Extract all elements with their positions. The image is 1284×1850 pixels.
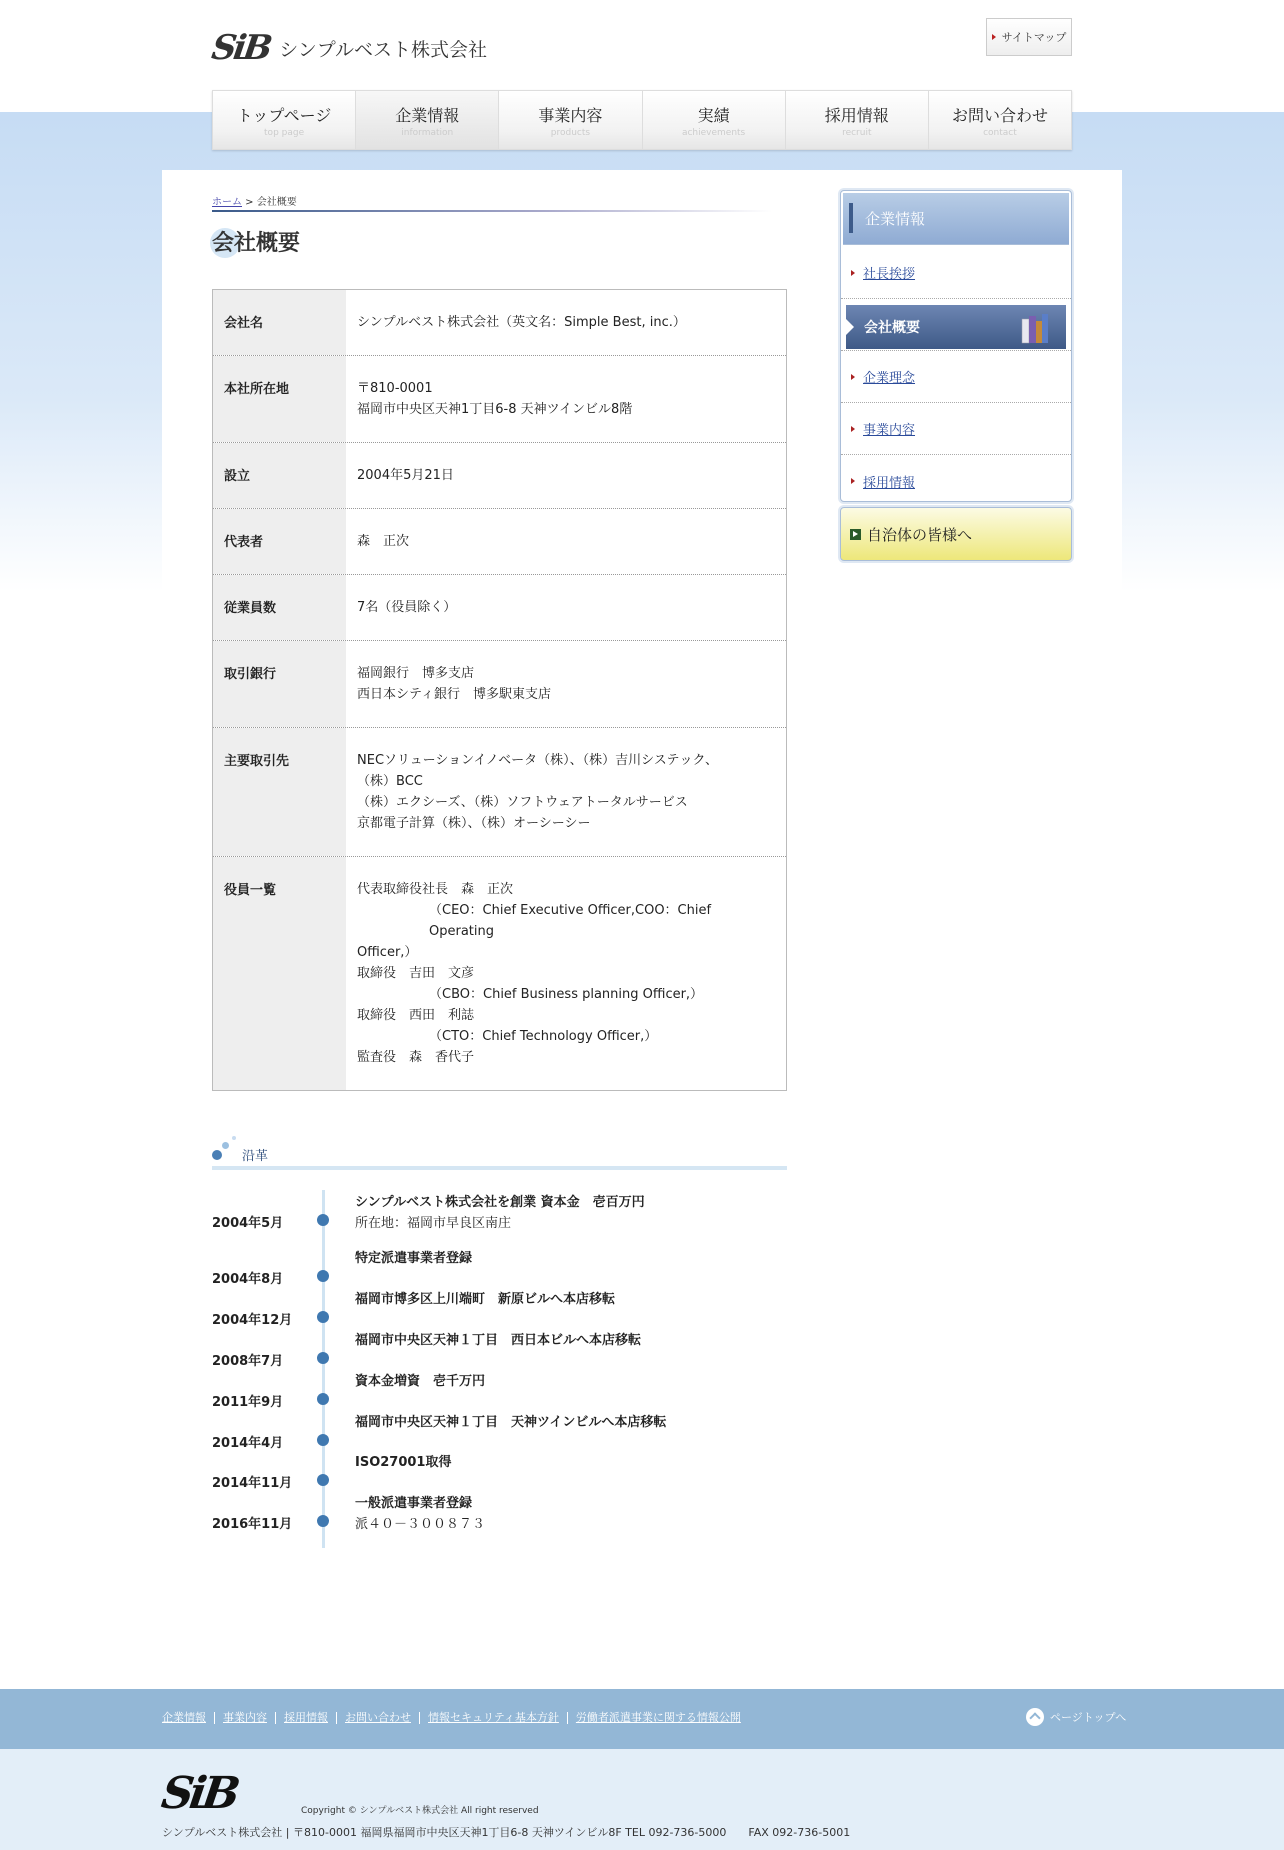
chevron-up-icon	[1026, 1708, 1044, 1726]
value-line: 〒810-0001	[357, 381, 433, 396]
copyright-text: Copyright © シンプルベスト株式会社 All right reserved	[301, 1806, 539, 1816]
value-line: 西日本シティ銀行 博多駅東支店	[357, 687, 551, 702]
timeline-date: 2004年12月	[212, 1313, 293, 1328]
nav-item-information[interactable]	[356, 91, 499, 149]
history-divider	[212, 1166, 787, 1170]
table-row	[213, 509, 786, 575]
value-line: （株）BCC	[357, 774, 423, 789]
breadcrumb-home-link[interactable]: ホーム	[212, 197, 242, 208]
logo-mark: SiB	[209, 28, 273, 68]
value-line: 2004年5月21日	[357, 468, 454, 483]
value-line: 代表取締役社長 森 正次	[357, 882, 514, 897]
nav-sublabel: top page	[264, 127, 305, 138]
sidebar-item-greeting[interactable]: 社長挨拶	[841, 247, 1071, 299]
value-line: 京都電子計算（株）、（株）オーシーシー	[357, 816, 591, 831]
value-line: （CBO：Chief Business planning Officer,）	[429, 987, 704, 1002]
row-value	[346, 290, 786, 355]
row-label: 設立	[213, 443, 346, 508]
history-decoration-dot	[232, 1136, 236, 1140]
nav-label: 採用情報	[824, 105, 889, 125]
nav-label: 企業情報	[395, 105, 460, 125]
page-title: 会社概要	[212, 231, 301, 256]
row-label: 主要取引先	[213, 728, 346, 856]
value-line: （CTO：Chief Technology Officer,）	[429, 1029, 658, 1044]
nav-sublabel: achievements	[681, 127, 746, 138]
books-icon	[1020, 311, 1052, 345]
row-label: 会社名	[213, 290, 346, 355]
footer-address: シンプルベスト株式会社 | 〒810-0001 福岡県福岡市中央区天神1丁目6-8 天神ツインビル8F TEL 092-736-5000 FAX 092-736-5001	[162, 1826, 851, 1839]
footer-link-contact[interactable]: お問い合わせ	[336, 1712, 419, 1724]
nav-item-top[interactable]	[213, 91, 356, 149]
nav-label: 事業内容	[538, 105, 603, 125]
value-line: 福岡銀行 博多支店	[357, 666, 475, 681]
timeline-event: 特定派遣事業者登録	[355, 1251, 473, 1266]
row-label: 本社所在地	[213, 356, 346, 442]
nav-item-products[interactable]	[499, 91, 642, 149]
timeline-dot	[317, 1393, 329, 1405]
sidebar-item-label: 会社概要	[864, 320, 920, 336]
value-line: 森 正次	[357, 534, 410, 549]
timeline-date: 2014年4月	[212, 1436, 284, 1451]
footer-links	[162, 1712, 749, 1724]
footer-link-recruit[interactable]: 採用情報	[275, 1712, 336, 1724]
timeline-event: 一般派遣事業者登録	[355, 1496, 473, 1511]
value-line: シンプルベスト株式会社（英文名：Simple Best, inc.）	[357, 315, 686, 330]
row-value	[346, 641, 786, 727]
arrow-icon	[850, 529, 861, 540]
timeline-dot	[317, 1515, 329, 1527]
breadcrumb-separator: >	[242, 197, 257, 208]
value-line: 福岡市中央区天神1丁目6-8 天神ツインビル8階	[357, 402, 633, 417]
value-line: NECソリューションイノベータ（株）、（株）吉川システック、	[357, 753, 718, 768]
timeline-dot	[317, 1474, 329, 1486]
breadcrumb-divider	[212, 210, 772, 212]
timeline-dot	[317, 1270, 329, 1282]
global-nav	[212, 90, 1072, 150]
timeline-dot	[317, 1434, 329, 1446]
sidebar-heading: 企業情報	[843, 193, 1069, 245]
breadcrumb-current: 会社概要	[256, 197, 297, 208]
footer-link-security-policy[interactable]: 情報セキュリティ基本方針	[419, 1712, 567, 1724]
value-line: 取締役 吉田 文彦	[357, 966, 475, 981]
company-name: シンプルベスト株式会社	[279, 38, 487, 61]
footer-link-business[interactable]: 事業内容	[214, 1712, 275, 1724]
timeline-event-detail: 派４０－３００８７３	[355, 1517, 486, 1532]
row-label: 役員一覧	[213, 857, 346, 1090]
value-line: Officer,）	[357, 945, 418, 960]
nav-label: トップページ	[236, 105, 332, 125]
timeline-event: ISO27001取得	[355, 1455, 452, 1470]
timeline-date: 2004年8月	[212, 1272, 284, 1287]
row-value	[346, 443, 786, 508]
value-line: 7名（役員除く）	[357, 600, 457, 615]
nav-item-achievements[interactable]	[643, 91, 786, 149]
nav-sublabel: recruit	[842, 127, 872, 138]
footer-logo: SiB	[158, 1768, 240, 1819]
nav-sublabel: contact	[983, 127, 1017, 138]
breadcrumb	[212, 193, 297, 208]
table-row	[213, 290, 786, 356]
value-line: （CEO：Chief Executive Officer,COO：Chief Operating	[429, 903, 712, 939]
history-decoration-dot	[222, 1142, 229, 1149]
history-decoration-dot	[212, 1150, 222, 1160]
timeline-date: 2011年9月	[212, 1395, 284, 1410]
nav-label: お問い合わせ	[951, 105, 1048, 125]
row-label: 代表者	[213, 509, 346, 574]
banner-label: 自治体の皆様へ	[867, 525, 973, 544]
timeline-event: 資本金増資 壱千万円	[355, 1374, 486, 1389]
table-row	[213, 857, 786, 1090]
footer-link-information[interactable]: 企業情報	[162, 1711, 206, 1724]
page-top-button[interactable]	[1026, 1708, 1126, 1726]
municipality-banner[interactable]	[840, 507, 1072, 561]
timeline-date: 2014年11月	[212, 1476, 293, 1491]
table-row	[213, 443, 786, 509]
row-value	[346, 509, 786, 574]
row-value	[346, 728, 786, 856]
nav-sublabel: products	[550, 127, 591, 138]
timeline-event-detail: 所在地：福岡市早良区南庄	[355, 1216, 512, 1231]
timeline-event: シンプルベスト株式会社を創業 資本金 壱百万円	[355, 1195, 645, 1210]
history-title: 沿革	[242, 1149, 269, 1164]
nav-label: 実績	[697, 105, 730, 125]
timeline-dot	[317, 1311, 329, 1323]
footer-link-dispatch-info[interactable]: 労働者派遣事業に関する情報公開	[567, 1712, 749, 1724]
timeline-event: 福岡市中央区天神１丁目 天神ツインビルへ本店移転	[355, 1415, 667, 1430]
site-logo[interactable]	[209, 28, 487, 68]
sitemap-button[interactable]: サイトマップ	[986, 18, 1072, 56]
sidebar-item-recruit[interactable]: 採用情報	[841, 455, 1071, 507]
row-value	[346, 575, 786, 640]
row-value	[346, 356, 786, 442]
nav-sublabel: information	[401, 127, 454, 138]
row-value	[346, 857, 786, 1090]
table-row	[213, 641, 786, 728]
sidebar-item-business[interactable]: 事業内容	[841, 403, 1071, 455]
nav-item-recruit[interactable]	[786, 91, 929, 149]
sidebar-item-philosophy[interactable]: 企業理念	[841, 351, 1071, 403]
sidebar-menu	[840, 190, 1072, 502]
timeline-event: 福岡市中央区天神１丁目 西日本ビルへ本店移転	[355, 1333, 642, 1348]
value-line: 取締役 西田 利誌	[357, 1008, 475, 1023]
sidebar-active-bar	[846, 305, 1066, 349]
row-label: 取引銀行	[213, 641, 346, 727]
table-row	[213, 356, 786, 443]
nav-item-contact[interactable]	[929, 91, 1071, 149]
row-label: 従業員数	[213, 575, 346, 640]
value-line: （株）エクシーズ、（株）ソフトウェアトータルサービス	[357, 795, 688, 810]
value-line: 監査役 森 香代子	[357, 1050, 475, 1065]
timeline-date: 2004年5月	[212, 1216, 284, 1231]
timeline-dot	[317, 1352, 329, 1364]
timeline-dot	[317, 1214, 329, 1226]
table-row	[213, 575, 786, 641]
company-info-table	[212, 289, 787, 1091]
sidebar-item-company-overview[interactable]	[841, 299, 1071, 351]
timeline-date: 2008年7月	[212, 1354, 284, 1369]
table-row	[213, 728, 786, 857]
page-top-label: ページトップへ	[1050, 1711, 1127, 1724]
timeline-date: 2016年11月	[212, 1517, 293, 1532]
timeline-event: 福岡市博多区上川端町 新原ビルへ本店移転	[355, 1292, 616, 1307]
timeline-line	[322, 1190, 325, 1548]
